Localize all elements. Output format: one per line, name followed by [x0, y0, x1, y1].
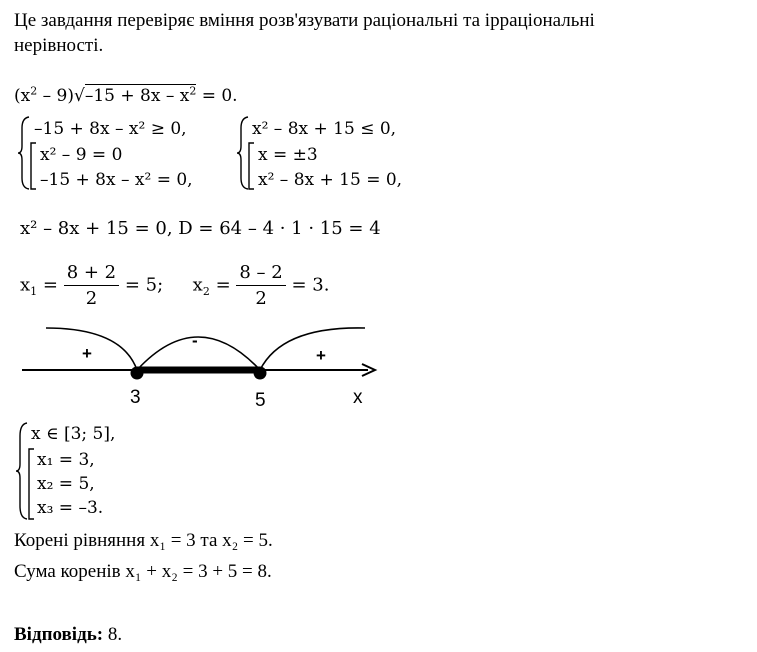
- answer: [14, 624, 122, 646]
- label-3: 3: [130, 387, 141, 408]
- label-5: 5: [255, 390, 266, 410]
- answer-value: 8.: [103, 624, 123, 645]
- intro-line-2: нерівності.: [14, 35, 104, 56]
- system-2-row-3: x² – 8x + 15 = 0,: [258, 170, 403, 190]
- sum-statement: Сума коренів x₁ + x₂ = 3 + 5 = 8.: [14, 561, 272, 582]
- x1-numerator: 8 + 2: [64, 262, 119, 286]
- x2-numerator: 8 – 2: [236, 262, 285, 286]
- x2-fraction: [236, 262, 285, 309]
- x1-denominator: 2: [85, 288, 98, 309]
- x2-result: = 3.: [291, 274, 330, 296]
- equation-prefix: (x: [14, 86, 31, 106]
- system-1-row-3: –15 + 8x – x² = 0,: [40, 170, 193, 190]
- sign-arc-middle: [137, 337, 260, 370]
- intro-line-1: Це завдання перевіряє вміння розв'язувати раціональні та ірраціональні: [14, 10, 595, 31]
- sign-left: +: [82, 344, 92, 363]
- point-3: [131, 367, 144, 380]
- x2-label: x: [192, 274, 203, 296]
- main-equation: $(x^2 - 9)√-15 + 8x - x^2 = 0$.: [14, 84, 238, 106]
- equation-suffix: = 0.: [196, 86, 238, 106]
- x2-denominator: 2: [255, 288, 267, 309]
- system-1-bracket: [28, 142, 38, 190]
- system-3-row-4: x₃ = –3.: [37, 498, 104, 518]
- discriminant-line: x² – 8x + 15 = 0, D = 64 – 4 · 1 · 15 = 4: [20, 218, 381, 239]
- system-2-bracket: [246, 142, 256, 190]
- answer-label: Відповідь:: [14, 624, 104, 645]
- label-x: x: [353, 387, 363, 408]
- system-3-row-3: x₂ = 5,: [37, 474, 95, 494]
- system-1-row-2: x² – 9 = 0: [40, 145, 123, 165]
- x1-fraction: [64, 262, 119, 309]
- system-2-row-1: x² – 8x + 15 ≤ 0,: [252, 119, 397, 139]
- equation-radicand: $-15 + 8x - x^2$: [84, 84, 197, 106]
- sign-right: +: [316, 346, 326, 365]
- roots-statement: Корені рівняння x₁ = 3 та x₂ = 5.: [14, 530, 273, 551]
- sign-arc-right: [260, 328, 365, 370]
- system-3-row-1: x ∈ [3; 5],: [31, 424, 116, 444]
- x1-result: = 5;: [124, 274, 164, 296]
- sign-middle: -: [192, 331, 198, 350]
- roots-line-fractions: $x_1$ = $\frac{8 + 2}{2}$ = 5; $x_2$ = $\frac{8 - 2}{2}$ = 3.: [20, 262, 330, 309]
- system-2-row-2: x = ±3: [258, 145, 318, 165]
- equation-prefix-rest: – 9)√: [37, 86, 85, 106]
- x1-sub: 1: [30, 285, 38, 299]
- point-5: [254, 367, 267, 380]
- system-3-bracket: [26, 448, 36, 520]
- number-line-diagram: [0, 318, 400, 410]
- x2-sub: 2: [202, 285, 210, 299]
- x1-label: x: [20, 274, 31, 296]
- system-1-row-1: –15 + 8x – x² ≥ 0,: [34, 119, 187, 139]
- system-3-row-2: x₁ = 3,: [37, 450, 95, 470]
